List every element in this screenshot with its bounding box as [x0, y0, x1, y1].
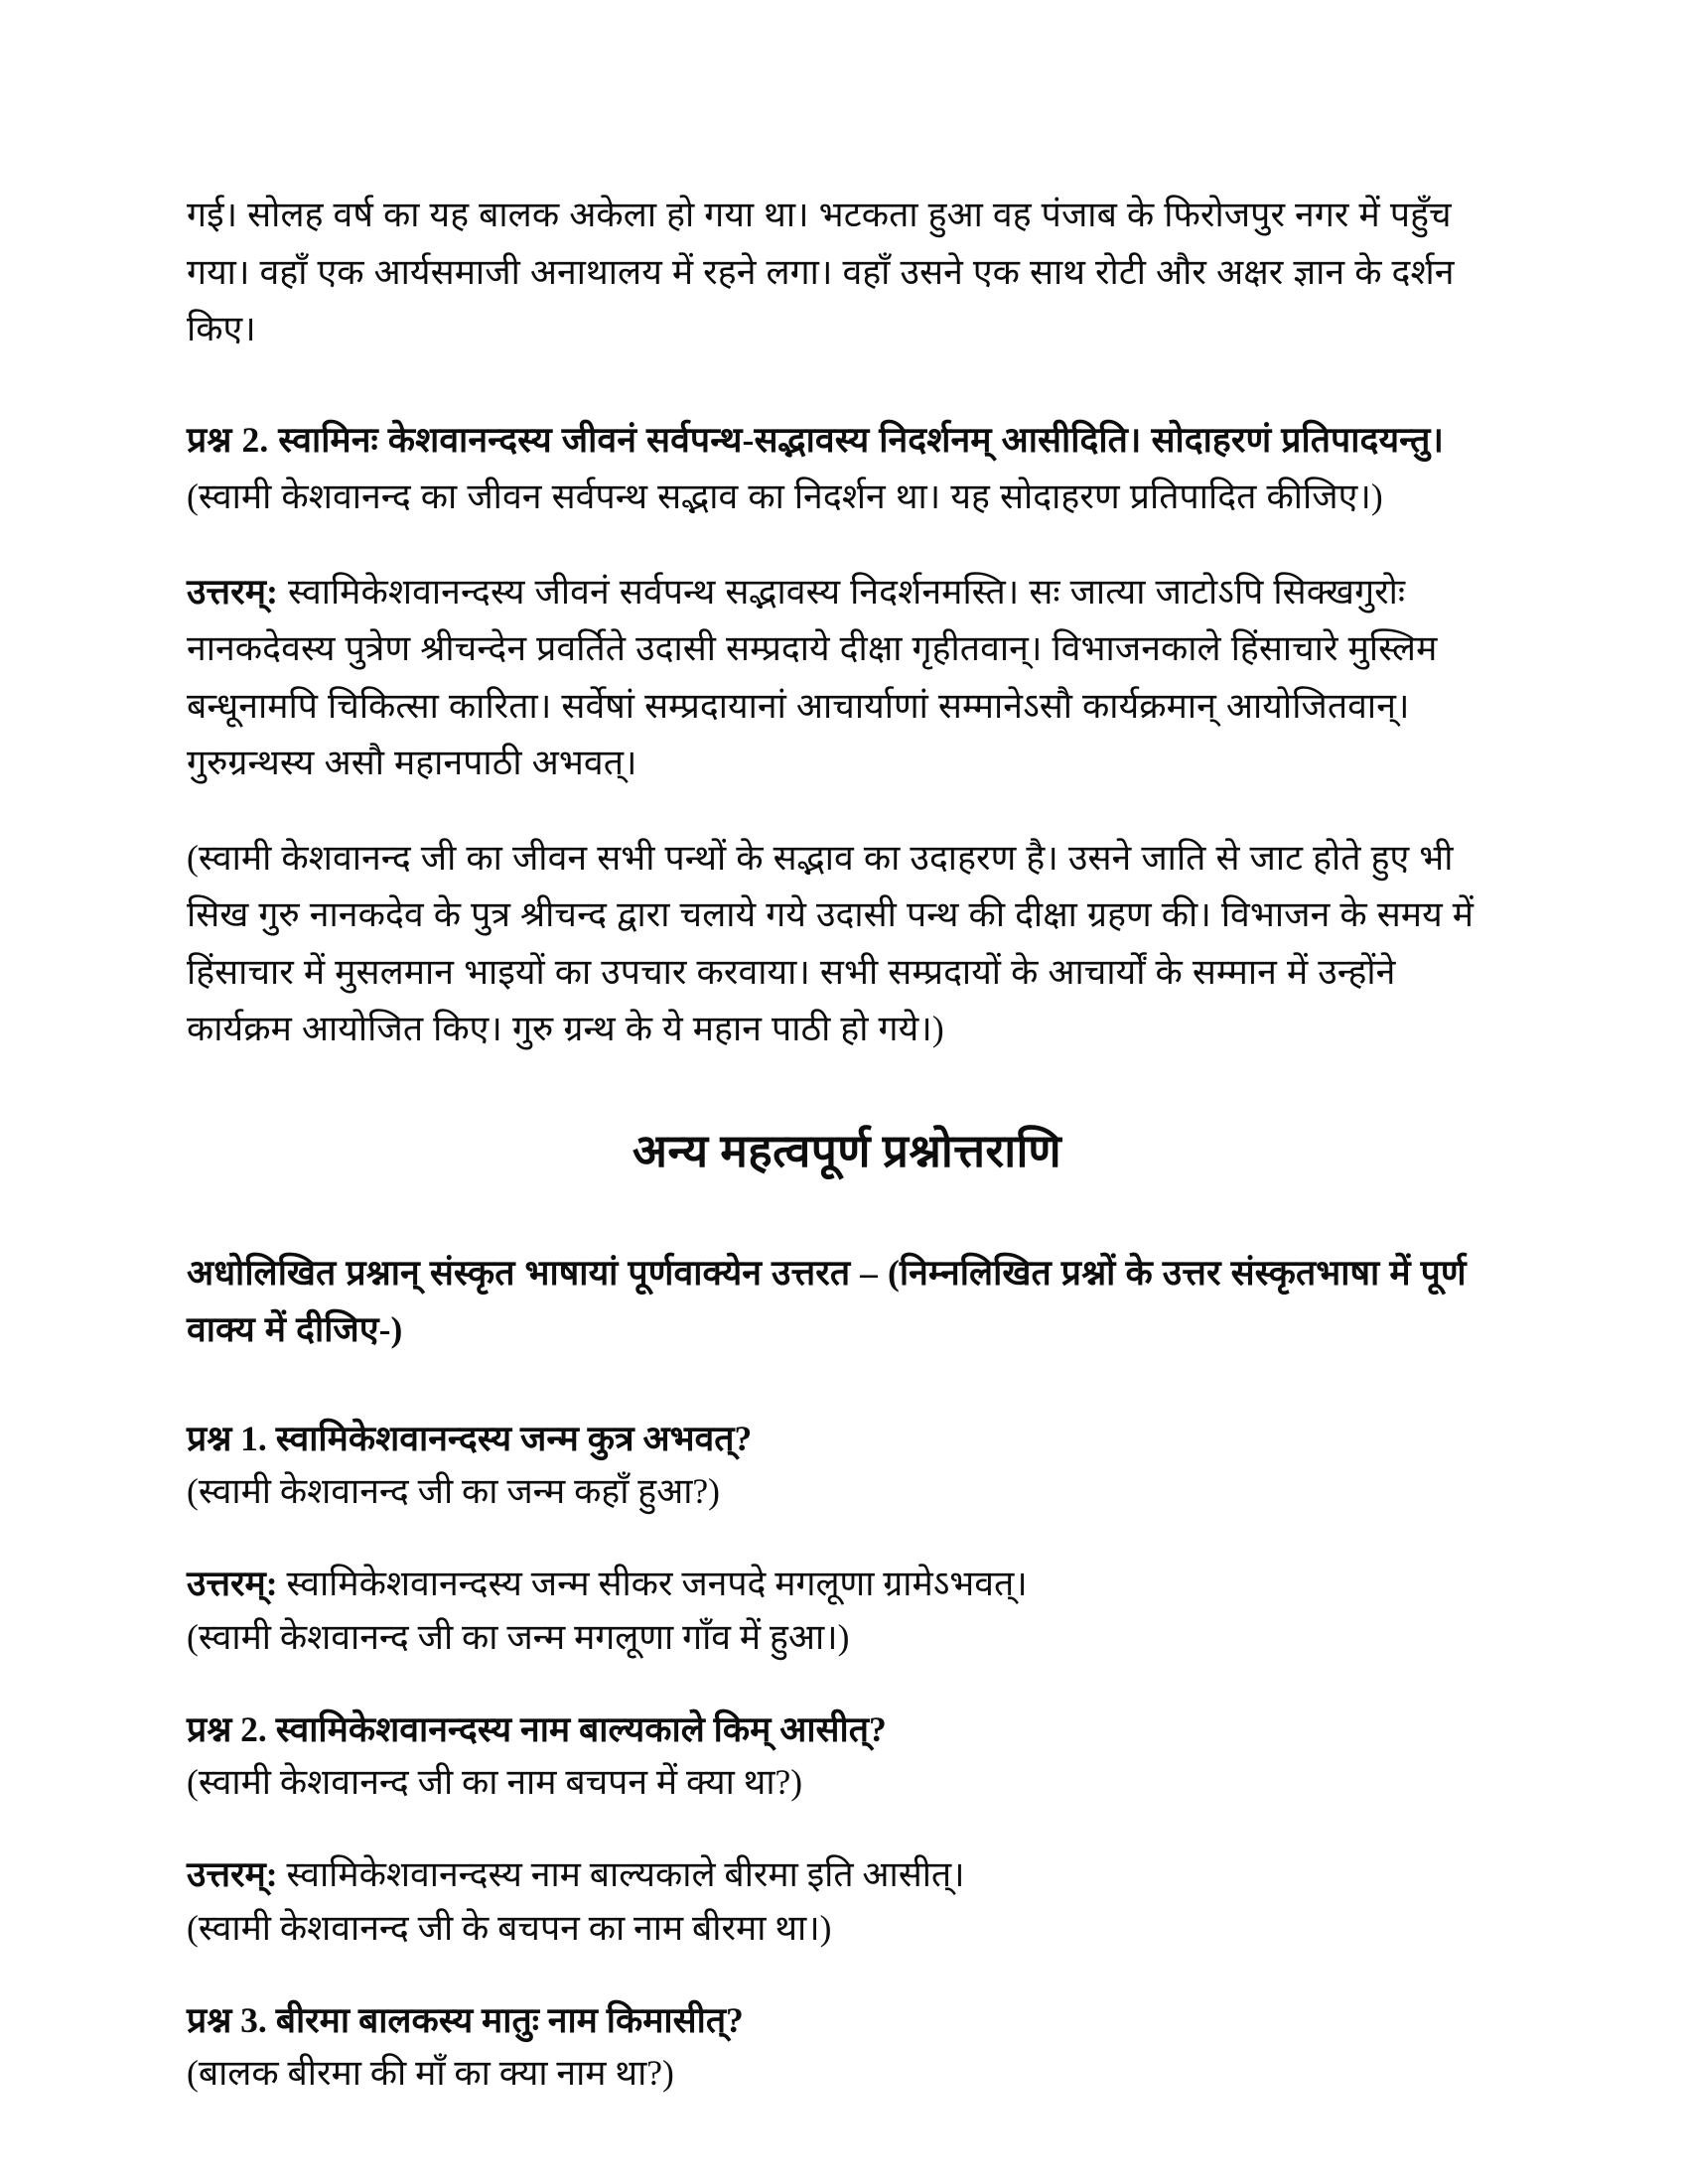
qa-2-answer — [187, 1848, 1507, 1901]
qa-answer-2 — [187, 1848, 1507, 1955]
qa-2-question-label: प्रश्न 2. — [187, 1708, 267, 1749]
qa-1-answer-label: उत्तरम्: — [187, 1564, 278, 1604]
qa-2-answer-hindi: (स्वामी केशवानन्द जी के बचपन का नाम बीरमा था।) — [187, 1907, 832, 1948]
qa-item-1 — [187, 1413, 1507, 1519]
qa-3-question-hindi: (बालक बीरमा की माँ का क्या नाम था?) — [187, 2053, 674, 2094]
answer-2-label: उत्तरम्: — [187, 571, 279, 612]
question-2-label: प्रश्न 2. — [187, 419, 269, 460]
qa-2-question — [187, 1704, 1507, 1756]
qa-1-question — [187, 1413, 1507, 1465]
question-2-hindi-gloss: (स्वामी केशवानन्द का जीवन सर्वपन्थ सद्भाव का निदर्शन था। यह सोदाहरण प्रतिपादित कीजिए।) — [187, 477, 1383, 516]
qa-1-question-sanskrit: स्वामिकेशवानन्दस्य जन्म कुत्र अभवत्? — [275, 1418, 753, 1458]
qa-1-answer-sanskrit: स्वामिकेशवानन्दस्य जन्म सीकर जनपदे मगलूणा ग्रामेऽभवत्। — [286, 1564, 1028, 1604]
question-2-sanskrit: स्वामिनः केशवानन्दस्य जीवनं सर्वपन्थ-सद्भावस्य निदर्शनम् आसीदिति। सोदाहरणं प्रतिपादयन्तु। — [278, 419, 1445, 460]
qa-1-question-hindi: (स्वामी केशवानन्द जी का जन्म कहाँ हुआ?) — [187, 1471, 720, 1512]
heading-spacer — [187, 1183, 1507, 1245]
answer-2-sanskrit-paragraph — [187, 564, 1507, 792]
answer-2-sanskrit: स्वामिकेशवानन्दस्य जीवनं सर्वपन्थ सद्भावस्य निदर्शनमस्ति। सः जात्या जाटोऽपि सिक्खगुरोः नानकदेवस्य पुत्रेण श्रीचन्देन प्रवर्तिते उदासी सम्प्रदाये दीक्षा गृहीतवान्। विभाजनकाले हिंसाचारे मुस्लिम बन्धूनामपि चिकित्सा कारिता। सर्वेषां सम्प्रदायानां आचार्याणां सम्मानेऽसौ कार्यक्रमान् आयोजितवान्। गुरुग्रन्थस्य असौ महानपाठी अभवत्। — [187, 571, 1438, 782]
qa-3-question-sanskrit: बीरमा बालकस्य मातुः नाम किमासीत्? — [275, 1999, 744, 2040]
qa-2-question-hindi: (स्वामी केशवानन्द जी का नाम बचपन में क्या था?) — [187, 1762, 803, 1803]
top-continuation-paragraph: गई। सोलह वर्ष का यह बालक अकेला हो गया था। भटकता हुआ वह पंजाब के फिरोजपुर नगर में पहुँच गया। वहाँ एक आर्यसमाजी अनाथालय में रहने लगा। वहाँ उसने एक साथ रोटी और अक्षर ज्ञान के दर्शन किए। — [187, 195, 1455, 348]
qa-answer-1 — [187, 1558, 1507, 1664]
qa-1-question-label: प्रश्न 1. — [187, 1418, 267, 1458]
qa-2-answer-sanskrit: स्वामिकेशवानन्दस्य नाम बाल्यकाले बीरमा इति आसीत्। — [286, 1854, 965, 1895]
qa-item-2 — [187, 1704, 1507, 1810]
qa-3-question — [187, 1994, 1507, 2047]
instruction-text: अधोलिखित प्रश्नान् संस्कृत भाषायां पूर्णवाक्येन उत्तरत – (निम्नलिखित प्रश्नों के उत्तर संस्कृतभाषा में पूर्ण वाक्य में दीजिए-) — [187, 1252, 1467, 1350]
qa-1-answer — [187, 1558, 1507, 1610]
qa-item-3 — [187, 1994, 1507, 2101]
qa-2-question-sanskrit: स्वामिकेशवानन्दस्य नाम बाल्यकाले किम् आसीत्? — [275, 1708, 887, 1749]
page-content — [187, 187, 1507, 2100]
question-2-heading — [187, 412, 1507, 526]
page-title: अन्य महत्वपूर्ण प्रश्नोत्तराणि — [632, 1125, 1062, 1176]
answer-2-hindi-paragraph: (स्वामी केशवानन्द जी का जीवन सभी पन्थों के सद्भाव का उदाहरण है। उसने जाति से जाट होते हुए भी सिख गुरु नानकदेव के पुत्र श्रीचन्द द्वारा चलाये गये उदासी पन्थ की दीक्षा ग्रहण की। विभाजन के समय में हिंसाचार में मुसलमान भाइयों का उपचार करवाया। सभी सम्प्रदायों के आचार्यों के सम्मान में उन्होंने कार्यक्रम आयोजित किए। गुरु ग्रन्थ के ये महान पाठी हो गये।) — [187, 837, 1475, 1048]
qa-3-question-label: प्रश्न 3. — [187, 1999, 267, 2040]
qa-1-answer-hindi: (स्वामी केशवानन्द जी का जन्म मगलूणा गाँव में हुआ।) — [187, 1616, 850, 1657]
qa-2-answer-label: उत्तरम्: — [187, 1854, 278, 1895]
